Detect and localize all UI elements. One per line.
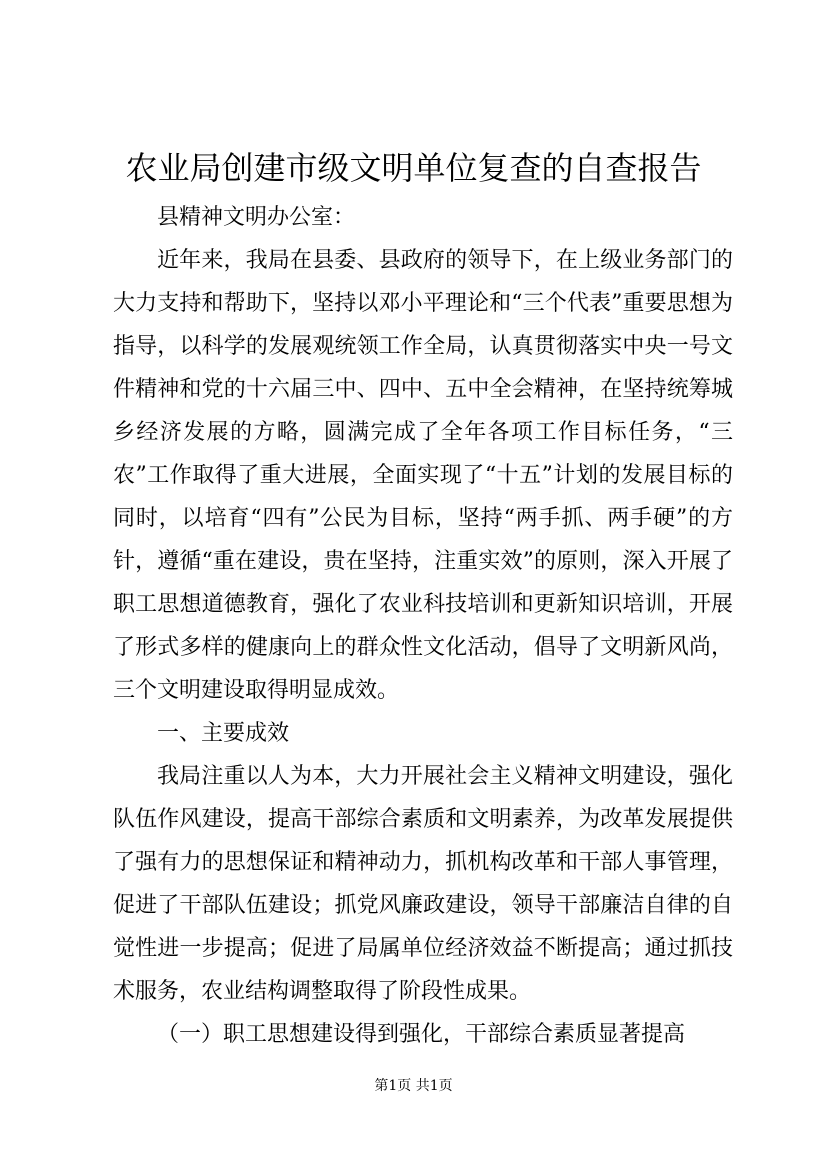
salutation: 县精神文明办公室： <box>157 205 356 230</box>
paragraph-intro: 近年来，我局在县委、县政府的领导下，在上级业务部门的大力支持和帮助下，坚持以邓小平理论和“三个代表”重要思想为指导，以科学的发展观统领工作全局，认真贯彻落实中央一号文件精神和党的十六届三中、四中、五中全会精神，在坚持统筹城乡经济发展的方略，圆满完成了全年各项工作目标任务，“三农”工作取得了重大进展，全面实现了“十五”计划的发展目标的同时，以培育“四有”公民为目标，坚持“两手抓、两手硬”的方针，遵循“重在建设，贵在坚持，注重实效”的原则，深入开展了职工思想道德教育，强化了农业科技培训和更新知识培训，开展了形式多样的健康向上的群众性文化活动，倡导了文明新风尚，三个文明建设取得明显成效。 <box>113 248 733 703</box>
subsection-heading-1: （一）职工思想建设得到强化，干部综合素质显著提高 <box>157 1022 686 1047</box>
paragraph-achievements: 我局注重以人为本，大力开展社会主义精神文明建设，强化队伍作风建设，提高干部综合素质和文明素养，为改革发展提供了强有力的思想保证和精神动力，抓机构改革和干部人事管理，促进了干部队伍建设；抓党风廉政建设，领导干部廉洁自律的自觉性进一步提高；促进了局属单位经济效益不断提高；通过抓技术服务，农业结构调整取得了阶段性成果。 <box>113 764 733 1004</box>
document-title: 农业局创建市级文明单位复查的自查报告 <box>125 149 702 187</box>
section-heading-main-achievements: 一、主要成效 <box>157 721 290 746</box>
page-footer: 第1页 共1页 <box>374 1078 453 1094</box>
document-body <box>113 196 733 1056</box>
